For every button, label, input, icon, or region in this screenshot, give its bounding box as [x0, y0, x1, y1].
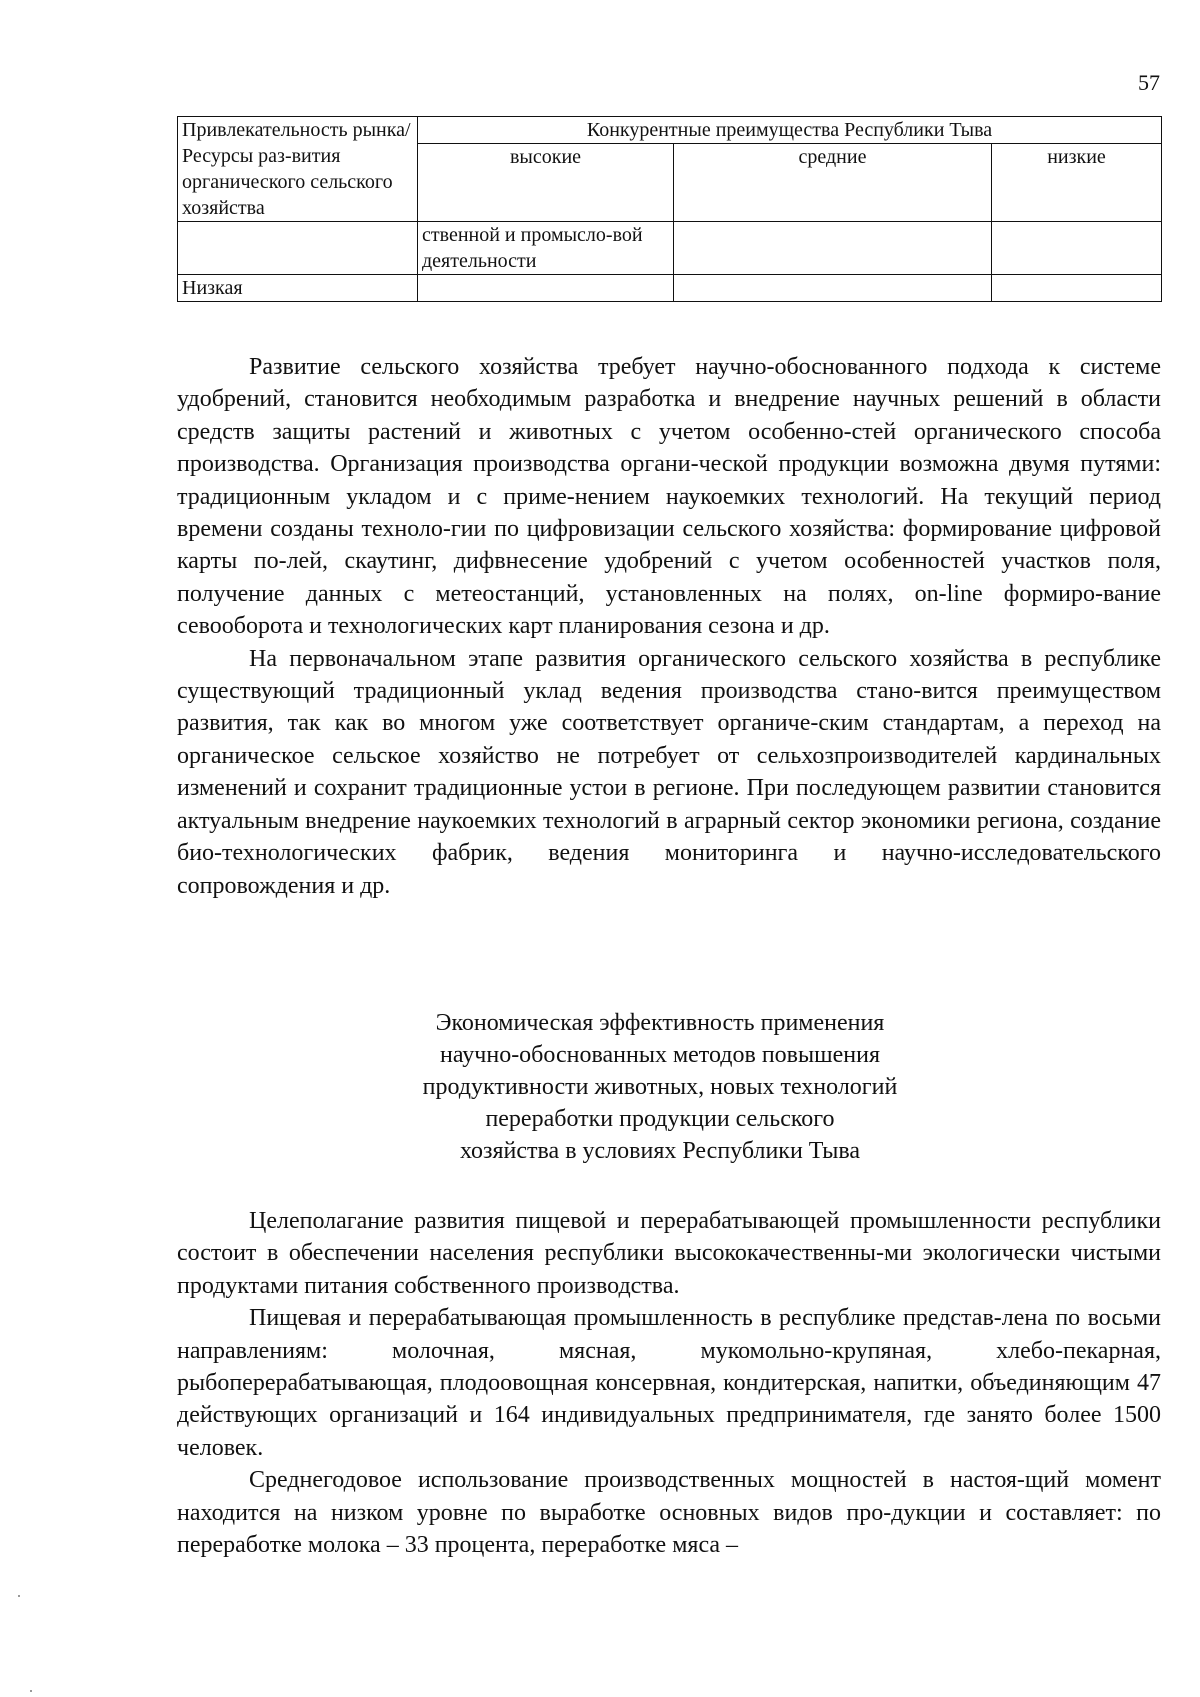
table-cell	[992, 222, 1162, 275]
table-header-group: Конкурентные преимущества Республики Тыва	[418, 117, 1162, 144]
table-col-mid: средние	[674, 144, 992, 222]
table-cell	[178, 222, 418, 275]
table-row	[178, 222, 1162, 275]
paragraph: Развитие сельского хозяйства требует научно-обоснованного подхода к системе удобрений, становится необходимым разработка и внедрение научных решений в области средств защиты растений и животных с учетом особенно-стей органического способа производства. Организация производства органи-ческой продукции возможна двумя путями: традиционным укладом и с приме-нением наукоемких технологий. На текущий период времени созданы техноло-гии по цифровизации сельского хозяйства: формирование цифровой карты по-лей, скаутинг, дифвнесение удобрений с учетом особенностей участков поля, получение данных с метеостанций, установленных на полях, on-line формиро-вание севооборота и технологических карт планирования сезона и др.	[177, 354, 1161, 640]
table-cell	[674, 222, 992, 275]
table-cell	[992, 275, 1162, 302]
body-text-block-a	[177, 351, 1161, 902]
heading-line: хозяйства в условиях Республики Тыва	[459, 1138, 861, 1164]
heading-line: научно-обоснованных методов повышения	[440, 1042, 880, 1068]
scan-speck	[18, 1595, 20, 1597]
paragraph: Среднегодовое использование производственных мощностей в настоя-щий момент находится на низком уровне по выработке основных видов про-дукции и составляет: по переработке молока – 33 процента, переработке мяса –	[177, 1467, 1161, 1559]
table-cell-high: ственной и промысло-вой деятельности	[418, 222, 674, 275]
table-col-high: высокие	[418, 144, 674, 222]
table-col-low: низкие	[992, 144, 1162, 222]
paragraph: Пищевая и перерабатывающая промышленность в республике представ-лена по восьми направлениям: молочная, мясная, мукомольно-крупяная, хлебо-пекарная, рыбоперерабатывающая, плодоовощная консервная, кондитерская, напитки, объединяющим 47 действующих организаций и 164 индивидуальных предпринимателя, где занято более 1500 человек.	[177, 1305, 1161, 1461]
heading-line: продуктивности животных, новых технологий	[422, 1074, 898, 1100]
table-row-label-low: Низкая	[178, 275, 418, 302]
table-row	[178, 275, 1162, 302]
table-header-row	[178, 117, 1162, 144]
scan-speck	[30, 1690, 32, 1692]
body-text-block-b	[177, 1205, 1161, 1561]
table-header-left: Привлекательность рынка/ Ресурсы раз-вития органического сельского хозяйства	[178, 117, 418, 222]
competitive-advantages-table	[177, 116, 1162, 302]
section-heading	[280, 1007, 1040, 1167]
page-number: 57	[1138, 70, 1160, 95]
table-cell	[674, 275, 992, 302]
heading-line: Экономическая эффективность применения	[435, 1010, 885, 1036]
table-cell	[418, 275, 674, 302]
paragraph: Целеполагание развития пищевой и перерабатывающей промышленности республики состоит в обеспечении населения республики высококачественны-ми экологически чистыми продуктами питания собственного производства.	[177, 1208, 1161, 1299]
paragraph: На первоначальном этапе развития органического сельского хозяйства в республике существующий традиционный уклад ведения производства стано-вится преимуществом развития, так как во многом уже соответствует органиче-ским стандартам, а переход на органическое сельское хозяйство не потребует от сельхозпроизводителей кардинальных изменений и сохранит традиционные устои в регионе. При последующем развитии становится актуальным внедрение наукоемких технологий в аграрный сектор экономики региона, создание био-технологических фабрик, ведения мониторинга и научно-исследовательского сопровождения и др.	[177, 645, 1161, 899]
heading-line: переработки продукции сельского	[485, 1106, 835, 1132]
